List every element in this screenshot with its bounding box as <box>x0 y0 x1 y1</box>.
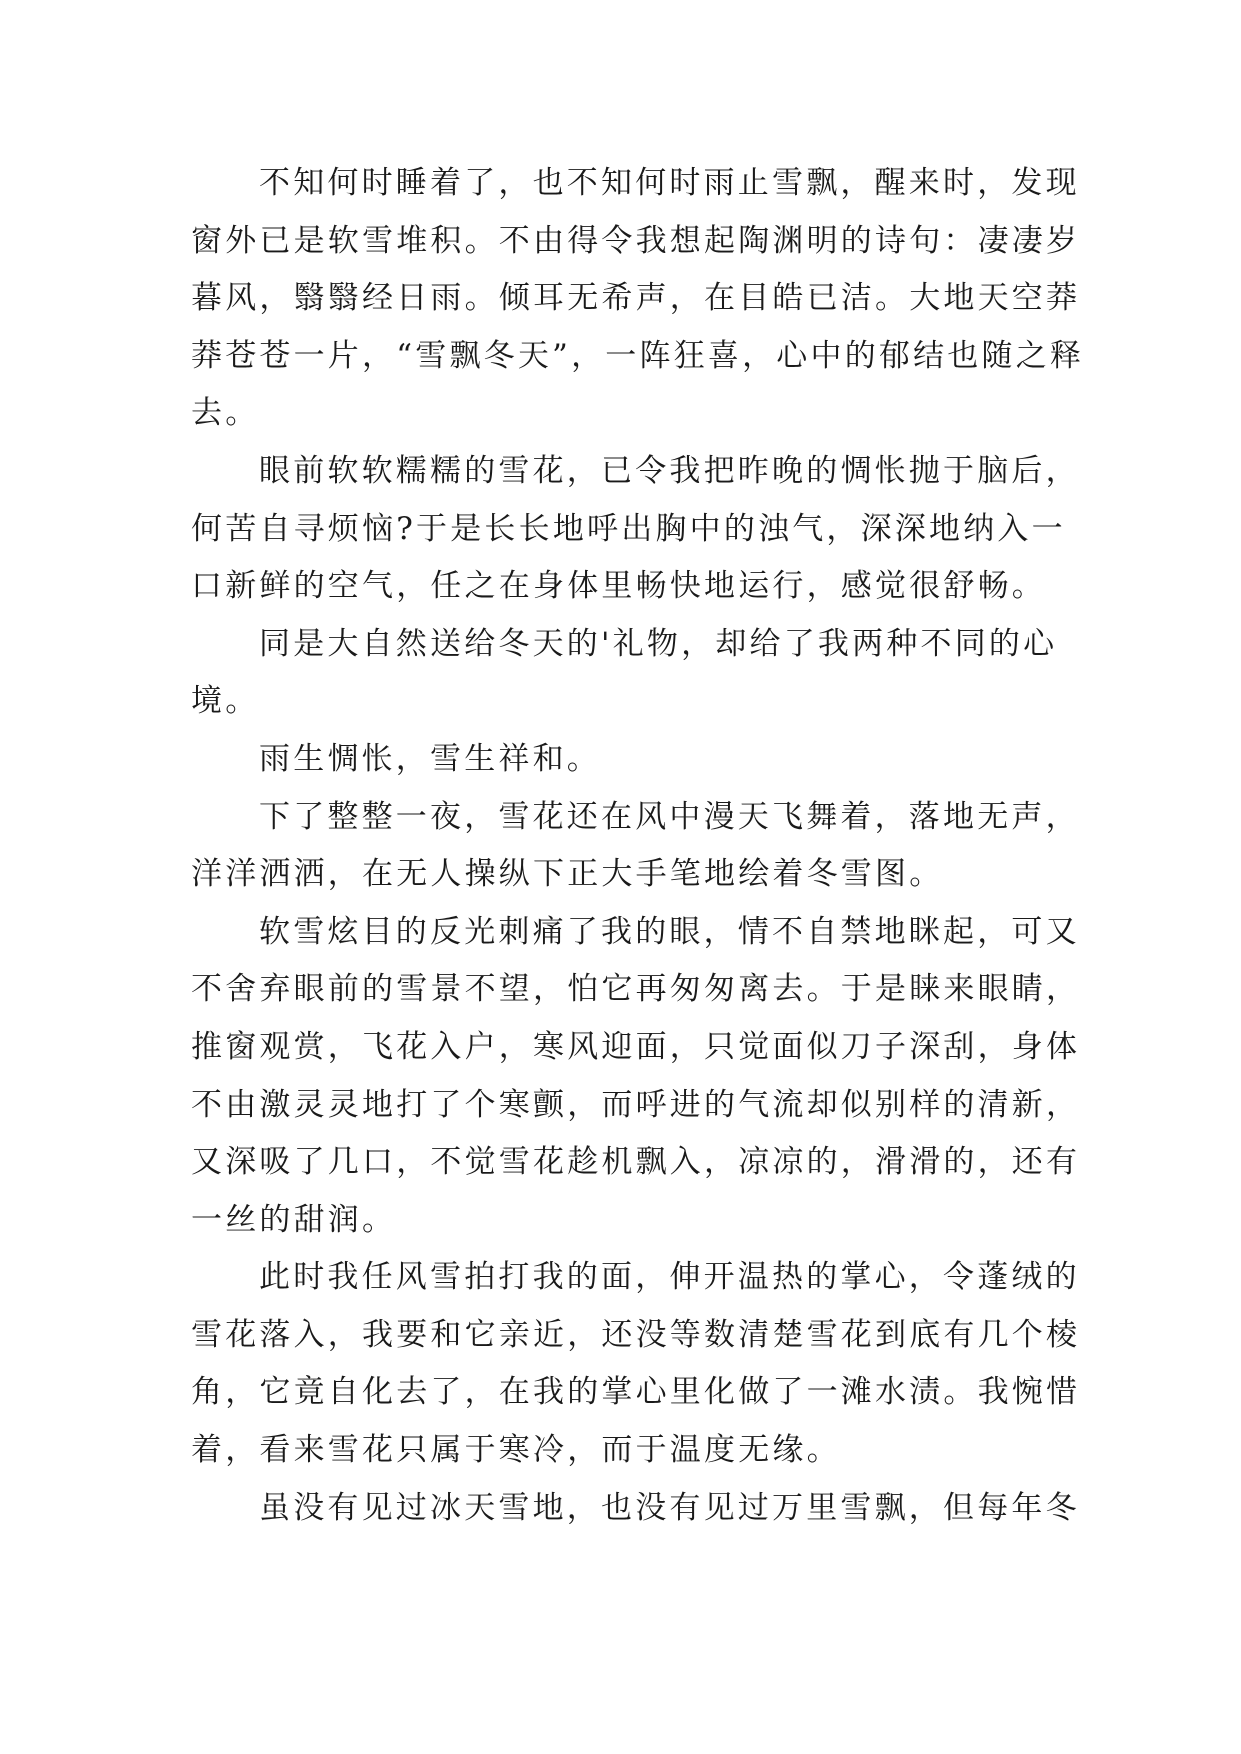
text-line: 又深吸了几口，不觉雪花趁机飘入，凉凉的，滑滑的，还有 <box>191 1144 1081 1181</box>
text-line: 雪花落入，我要和它亲近，还没等数清楚雪花到底有几个棱 <box>191 1316 1081 1353</box>
text-line: 暮风，翳翳经日雨。倾耳无希声，在目皓已洁。大地天空莽 <box>191 280 1081 317</box>
text-line: 着，看来雪花只属于寒冷，而于温度无缘。 <box>191 1432 841 1469</box>
text-line: 角，它竟自化去了，在我的掌心里化做了一滩水渍。我惋惜 <box>191 1374 1081 1411</box>
text-line: 口新鲜的空气，任之在身体里畅快地运行，感觉很舒畅。 <box>191 568 1046 605</box>
article-body <box>191 155 1085 1537</box>
text-line: 推窗观赏，飞花入户，寒风迎面，只觉面似刀子深刮，身体 <box>191 1028 1081 1065</box>
text-line: 洋洋洒洒，在无人操纵下正大手笔地绘着冬雪图。 <box>191 856 944 893</box>
text-line: 眼前软软糯糯的雪花，已令我把昨晚的惆怅抛于脑后， <box>259 452 1080 489</box>
text-line: 窗外已是软雪堆积。不由得令我想起陶渊明的诗句：凄凄岁 <box>191 222 1081 259</box>
text-line: 不舍弃眼前的雪景不望，怕它再匆匆离去。于是睐来眼睛， <box>191 971 1081 1008</box>
text-line: 此时我任风雪拍打我的面，伸开温热的掌心，令蓬绒的 <box>259 1259 1080 1296</box>
text-line: 雨生惆怅，雪生祥和。 <box>259 740 601 777</box>
text-line: 不知何时睡着了，也不知何时雨止雪飘，醒来时，发现 <box>259 165 1080 201</box>
text-line: 不由激灵灵地打了个寒颤，而呼进的气流却似别样的清新， <box>191 1086 1081 1123</box>
text-line: 下了整整一夜，雪花还在风中漫天飞舞着，落地无声， <box>259 798 1080 835</box>
text-line: 同是大自然送给冬天的'礼物，却给了我两种不同的心 <box>259 625 1058 662</box>
text-line: 虽没有见过冰天雪地，也没有见过万里雪飘，但每年冬 <box>259 1489 1080 1526</box>
text-line: 何苦自寻烦恼?于是长长地呼出胸中的浊气，深深地纳入一 <box>191 510 1066 547</box>
text-line: 软雪炫目的反光刺痛了我的眼，情不自禁地眯起，可又 <box>259 913 1080 950</box>
text-line: 一丝的甜润。 <box>191 1201 397 1238</box>
text-line: 去。 <box>191 395 260 432</box>
text-line: 莽苍苍一片，“雪飘冬天”，一阵狂喜，心中的郁结也随之释 <box>191 337 1085 374</box>
text-line: 境。 <box>191 683 260 720</box>
